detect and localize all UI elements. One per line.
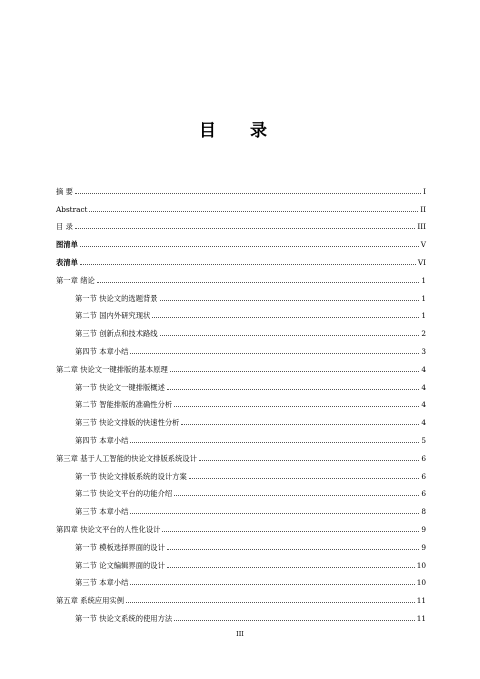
toc-chapter-entry[interactable] <box>56 196 426 214</box>
toc-dot-leader <box>199 460 419 461</box>
toc-entry-label: 第四章 快论文平台的人性化设计 <box>56 524 161 534</box>
toc-dot-leader <box>189 478 420 479</box>
toc-dot-leader <box>167 549 419 550</box>
toc-entry-page: 9 <box>421 524 426 534</box>
toc-entry-label: 第一节 模板选择界面的设计 <box>75 542 165 552</box>
toc-section-entry[interactable] <box>56 427 426 445</box>
page-title: 目 录 <box>199 121 281 141</box>
toc-entry-label: 第四节 本章小结 <box>75 346 129 356</box>
toc-entry-page: V <box>420 240 426 250</box>
toc-entry-page: 6 <box>421 453 426 463</box>
toc-entry-page: 4 <box>421 400 426 410</box>
toc-entry-page: 5 <box>421 435 426 445</box>
toc-entry-label: 第四节 本章小结 <box>75 435 129 445</box>
toc-entry-label: 目 录 <box>56 222 73 232</box>
toc-section-entry[interactable] <box>56 552 426 570</box>
toc-section-entry[interactable] <box>56 303 426 321</box>
toc-dot-leader <box>167 567 415 568</box>
toc-entry-label: 摘 要 <box>56 186 73 196</box>
toc-dot-leader <box>167 389 419 390</box>
toc-entry-page: 4 <box>421 382 426 392</box>
toc-section-entry[interactable] <box>56 392 426 410</box>
toc-chapter-entry[interactable] <box>56 249 426 267</box>
toc-dot-leader <box>170 371 420 372</box>
toc-entry-label: 第三章 基于人工智能的快论文排版系统设计 <box>56 453 197 463</box>
toc-entry-label: 第三节 本章小结 <box>75 507 129 517</box>
toc-dot-leader <box>89 211 418 212</box>
toc-dot-leader <box>174 406 419 407</box>
toc-dot-leader <box>160 300 420 301</box>
toc-dot-leader <box>181 424 419 425</box>
toc-dot-leader <box>162 531 419 532</box>
toc-dot-leader <box>97 282 420 283</box>
toc-dot-leader <box>130 584 414 585</box>
toc-entry-label: 第一节 快论文系统的使用方法 <box>75 613 173 623</box>
toc-dot-leader <box>174 620 415 621</box>
toc-entry-page: 2 <box>421 329 426 339</box>
toc-section-entry[interactable] <box>56 409 426 427</box>
toc-entry-label: 第二节 智能排版的准确性分析 <box>75 400 173 410</box>
toc-entry-page: 6 <box>421 489 426 499</box>
toc-chapter-entry[interactable] <box>56 231 426 249</box>
toc-entry-label: 第二节 论文编辑界面的设计 <box>75 560 165 570</box>
toc-entry-page: III <box>417 222 426 232</box>
toc-chapter-entry[interactable] <box>56 587 426 605</box>
toc-entry-page: 1 <box>421 275 426 285</box>
page-number: III <box>236 630 244 638</box>
table-of-contents <box>56 178 426 623</box>
toc-section-entry[interactable] <box>56 570 426 588</box>
toc-section-entry[interactable] <box>56 498 426 516</box>
toc-entry-label: 第一节 快论文一键排版概述 <box>75 382 165 392</box>
toc-dot-leader <box>75 193 421 194</box>
toc-dot-leader <box>80 264 416 265</box>
toc-entry-page: 4 <box>421 364 426 374</box>
toc-dot-leader <box>152 317 419 318</box>
toc-dot-leader <box>130 442 419 443</box>
toc-entry-page: 8 <box>421 507 426 517</box>
toc-dot-leader <box>160 335 420 336</box>
toc-entry-page: I <box>423 186 426 196</box>
toc-dot-leader <box>126 602 415 603</box>
toc-entry-page: 6 <box>421 471 426 481</box>
toc-entry-label: 第一节 快论文的选题背景 <box>75 293 158 303</box>
toc-entry-page: II <box>420 204 426 214</box>
toc-entry-page: 4 <box>421 418 426 428</box>
toc-entry-label: 第五章 系统应用实例 <box>56 596 124 606</box>
toc-dot-leader <box>130 513 419 514</box>
toc-entry-label: 第三节 本章小结 <box>75 578 129 588</box>
toc-entry-page: 1 <box>421 311 426 321</box>
toc-section-entry[interactable] <box>56 534 426 552</box>
toc-section-entry[interactable] <box>56 285 426 303</box>
toc-entry-page: 10 <box>416 560 426 570</box>
toc-section-entry[interactable] <box>56 374 426 392</box>
toc-entry-label: 第二节 快论文平台的功能介绍 <box>75 489 173 499</box>
toc-entry-label: 第二节 国内外研究现状 <box>75 311 151 321</box>
toc-section-entry[interactable] <box>56 463 426 481</box>
toc-entry-page: 11 <box>416 613 426 623</box>
toc-entry-label: 第一节 快论文排版系统的设计方案 <box>75 471 187 481</box>
toc-entry-label: 第一章 绪论 <box>56 275 95 285</box>
toc-chapter-entry[interactable] <box>56 445 426 463</box>
toc-entry-label: 表清单 <box>56 257 78 267</box>
toc-dot-leader <box>130 353 419 354</box>
toc-entry-page: 10 <box>416 578 426 588</box>
toc-entry-label: Abstract <box>56 204 88 214</box>
toc-entry-page: 11 <box>416 596 426 606</box>
toc-section-entry[interactable] <box>56 338 426 356</box>
toc-entry-label: 图清单 <box>56 240 78 250</box>
toc-entry-label: 第三节 快论文排版的快速性分析 <box>75 418 180 428</box>
toc-section-entry[interactable] <box>56 320 426 338</box>
toc-chapter-entry[interactable] <box>56 214 426 232</box>
toc-entry-label: 第三节 创新点和技术路线 <box>75 329 158 339</box>
toc-dot-leader <box>75 228 415 229</box>
toc-entry-page: VI <box>417 257 426 267</box>
toc-chapter-entry[interactable] <box>56 516 426 534</box>
toc-entry-page: 3 <box>421 346 426 356</box>
toc-section-entry[interactable] <box>56 605 426 623</box>
toc-entry-page: 1 <box>421 293 426 303</box>
toc-entry-label: 第二章 快论文一键排版的基本原理 <box>56 364 168 374</box>
toc-entry-page: 9 <box>421 542 426 552</box>
toc-section-entry[interactable] <box>56 481 426 499</box>
toc-dot-leader <box>174 495 419 496</box>
toc-chapter-entry[interactable] <box>56 356 426 374</box>
toc-chapter-entry[interactable] <box>56 267 426 285</box>
toc-dot-leader <box>80 246 419 247</box>
toc-chapter-entry[interactable] <box>56 178 426 196</box>
